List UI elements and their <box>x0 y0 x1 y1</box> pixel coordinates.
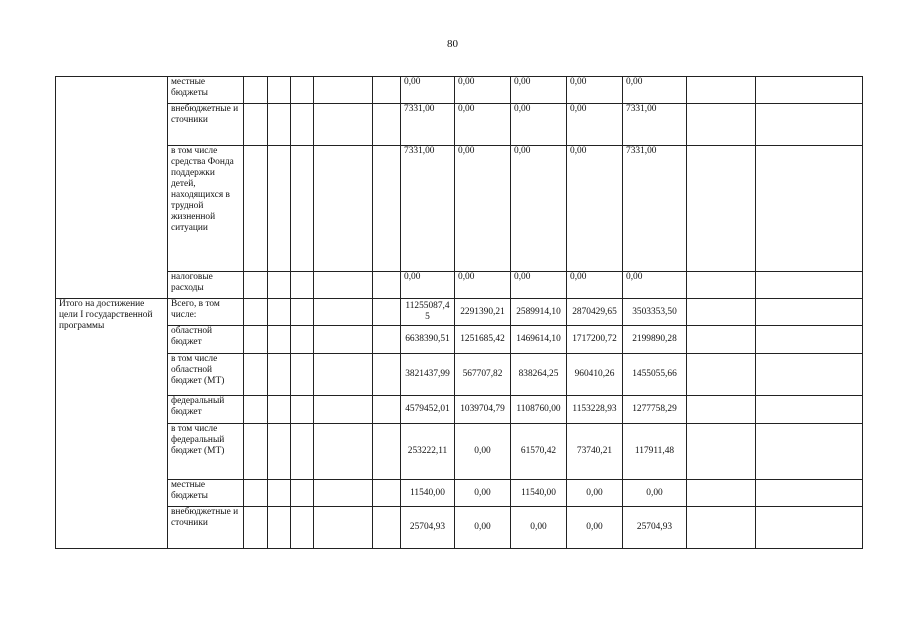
empty-cell <box>373 354 401 396</box>
value-cell: 0,00 <box>455 424 511 480</box>
row-label: Всего, в том числе: <box>168 299 244 326</box>
empty-cell <box>373 146 401 272</box>
empty-cell <box>314 146 373 272</box>
value-cell: 1039704,79 <box>455 396 511 424</box>
empty-cell <box>756 326 863 354</box>
value-cell: 0,00 <box>567 507 623 549</box>
empty-cell <box>244 424 268 480</box>
empty-cell <box>244 396 268 424</box>
page-number: 80 <box>447 38 458 50</box>
value-cell: 7331,00 <box>401 146 455 272</box>
value-cell: 0,00 <box>511 507 567 549</box>
empty-cell <box>268 507 291 549</box>
value-cell: 7331,00 <box>401 104 455 146</box>
row-label: местные бюджеты <box>168 480 244 507</box>
empty-cell <box>268 77 291 104</box>
empty-cell <box>687 396 756 424</box>
value-cell: 0,00 <box>511 272 567 299</box>
empty-cell <box>291 104 314 146</box>
empty-cell <box>244 272 268 299</box>
value-cell: 0,00 <box>455 272 511 299</box>
empty-cell <box>756 424 863 480</box>
value-cell: 960410,26 <box>567 354 623 396</box>
value-cell: 0,00 <box>455 104 511 146</box>
empty-cell <box>314 326 373 354</box>
empty-cell <box>291 146 314 272</box>
row-label: областной бюджет <box>168 326 244 354</box>
empty-cell <box>291 480 314 507</box>
row-label: внебюджетные источники <box>168 104 244 146</box>
empty-cell <box>373 272 401 299</box>
value-cell: 6638390,51 <box>401 326 455 354</box>
empty-cell <box>244 480 268 507</box>
empty-cell <box>756 77 863 104</box>
value-cell: 0,00 <box>623 272 687 299</box>
value-cell: 0,00 <box>567 272 623 299</box>
group-cell-empty <box>56 77 168 299</box>
empty-cell <box>268 480 291 507</box>
value-cell: 1469614,10 <box>511 326 567 354</box>
empty-cell <box>291 424 314 480</box>
value-cell: 7331,00 <box>623 104 687 146</box>
row-label: налоговые расходы <box>168 272 244 299</box>
empty-cell <box>373 424 401 480</box>
value-cell: 2589914,10 <box>511 299 567 326</box>
value-cell: 1717200,72 <box>567 326 623 354</box>
empty-cell <box>373 104 401 146</box>
empty-cell <box>373 396 401 424</box>
empty-cell <box>314 507 373 549</box>
empty-cell <box>373 480 401 507</box>
value-cell: 4579452,01 <box>401 396 455 424</box>
table-row <box>56 507 863 549</box>
table-row <box>56 104 863 146</box>
value-cell: 0,00 <box>455 480 511 507</box>
empty-cell <box>244 299 268 326</box>
empty-cell <box>314 272 373 299</box>
empty-cell <box>756 507 863 549</box>
empty-cell <box>687 424 756 480</box>
empty-cell <box>756 396 863 424</box>
value-cell: 3503353,50 <box>623 299 687 326</box>
value-cell: 0,00 <box>511 104 567 146</box>
empty-cell <box>314 480 373 507</box>
empty-cell <box>244 354 268 396</box>
value-cell: 7331,00 <box>623 146 687 272</box>
empty-cell <box>268 396 291 424</box>
empty-cell <box>687 299 756 326</box>
empty-cell <box>687 507 756 549</box>
value-cell: 0,00 <box>623 480 687 507</box>
row-label: местные бюджеты <box>168 77 244 104</box>
empty-cell <box>291 507 314 549</box>
value-cell: 838264,25 <box>511 354 567 396</box>
row-label: в том числе средства Фонда поддержки детей, находящихся в трудной жизненной ситуации <box>168 146 244 272</box>
value-cell: 1251685,42 <box>455 326 511 354</box>
value-cell: 25704,93 <box>623 507 687 549</box>
budget-table <box>55 76 863 549</box>
empty-cell <box>268 272 291 299</box>
empty-cell <box>314 396 373 424</box>
empty-cell <box>244 77 268 104</box>
value-cell: 11255087,45 <box>401 299 455 326</box>
empty-cell <box>268 326 291 354</box>
value-cell: 2870429,65 <box>567 299 623 326</box>
empty-cell <box>756 480 863 507</box>
empty-cell <box>687 326 756 354</box>
row-label: федеральный бюджет <box>168 396 244 424</box>
empty-cell <box>244 104 268 146</box>
empty-cell <box>291 77 314 104</box>
table-row <box>56 480 863 507</box>
empty-cell <box>291 354 314 396</box>
empty-cell <box>373 77 401 104</box>
empty-cell <box>314 299 373 326</box>
value-cell: 11540,00 <box>401 480 455 507</box>
empty-cell <box>268 146 291 272</box>
empty-cell <box>373 299 401 326</box>
empty-cell <box>687 480 756 507</box>
value-cell: 3821437,99 <box>401 354 455 396</box>
empty-cell <box>687 354 756 396</box>
value-cell: 0,00 <box>567 77 623 104</box>
table-row <box>56 424 863 480</box>
value-cell: 0,00 <box>567 480 623 507</box>
empty-cell <box>268 354 291 396</box>
table-row <box>56 77 863 104</box>
value-cell: 567707,82 <box>455 354 511 396</box>
value-cell: 1108760,00 <box>511 396 567 424</box>
empty-cell <box>268 424 291 480</box>
empty-cell <box>687 146 756 272</box>
value-cell: 1153228,93 <box>567 396 623 424</box>
empty-cell <box>373 326 401 354</box>
value-cell: 0,00 <box>455 146 511 272</box>
empty-cell <box>291 299 314 326</box>
empty-cell <box>756 146 863 272</box>
empty-cell <box>756 299 863 326</box>
section-title: Итого на достижение цели I государственной программы <box>56 299 168 549</box>
value-cell: 2291390,21 <box>455 299 511 326</box>
empty-cell <box>314 77 373 104</box>
table-row <box>56 354 863 396</box>
empty-cell <box>314 104 373 146</box>
value-cell: 0,00 <box>401 77 455 104</box>
empty-cell <box>244 326 268 354</box>
value-cell: 0,00 <box>623 77 687 104</box>
empty-cell <box>291 396 314 424</box>
value-cell: 0,00 <box>511 146 567 272</box>
empty-cell <box>291 326 314 354</box>
value-cell: 0,00 <box>511 77 567 104</box>
table-row <box>56 326 863 354</box>
value-cell: 0,00 <box>567 104 623 146</box>
empty-cell <box>756 104 863 146</box>
value-cell: 0,00 <box>455 77 511 104</box>
value-cell: 0,00 <box>401 272 455 299</box>
value-cell: 1455055,66 <box>623 354 687 396</box>
row-label: в том числе федеральный бюджет (МТ) <box>168 424 244 480</box>
table-row <box>56 396 863 424</box>
empty-cell <box>687 104 756 146</box>
table-row <box>56 299 863 326</box>
value-cell: 117911,48 <box>623 424 687 480</box>
empty-cell <box>687 272 756 299</box>
empty-cell <box>244 507 268 549</box>
value-cell: 2199890,28 <box>623 326 687 354</box>
empty-cell <box>268 104 291 146</box>
value-cell: 11540,00 <box>511 480 567 507</box>
value-cell: 1277758,29 <box>623 396 687 424</box>
value-cell: 0,00 <box>567 146 623 272</box>
value-cell: 253222,11 <box>401 424 455 480</box>
empty-cell <box>314 354 373 396</box>
value-cell: 73740,21 <box>567 424 623 480</box>
table-row <box>56 146 863 272</box>
empty-cell <box>268 299 291 326</box>
table-row <box>56 272 863 299</box>
value-cell: 0,00 <box>455 507 511 549</box>
empty-cell <box>314 424 373 480</box>
row-label: в том числе областной бюджет (МТ) <box>168 354 244 396</box>
empty-cell <box>687 77 756 104</box>
empty-cell <box>291 272 314 299</box>
empty-cell <box>756 354 863 396</box>
empty-cell <box>244 146 268 272</box>
row-label: внебюджетные источники <box>168 507 244 549</box>
empty-cell <box>756 272 863 299</box>
empty-cell <box>373 507 401 549</box>
value-cell: 61570,42 <box>511 424 567 480</box>
value-cell: 25704,93 <box>401 507 455 549</box>
